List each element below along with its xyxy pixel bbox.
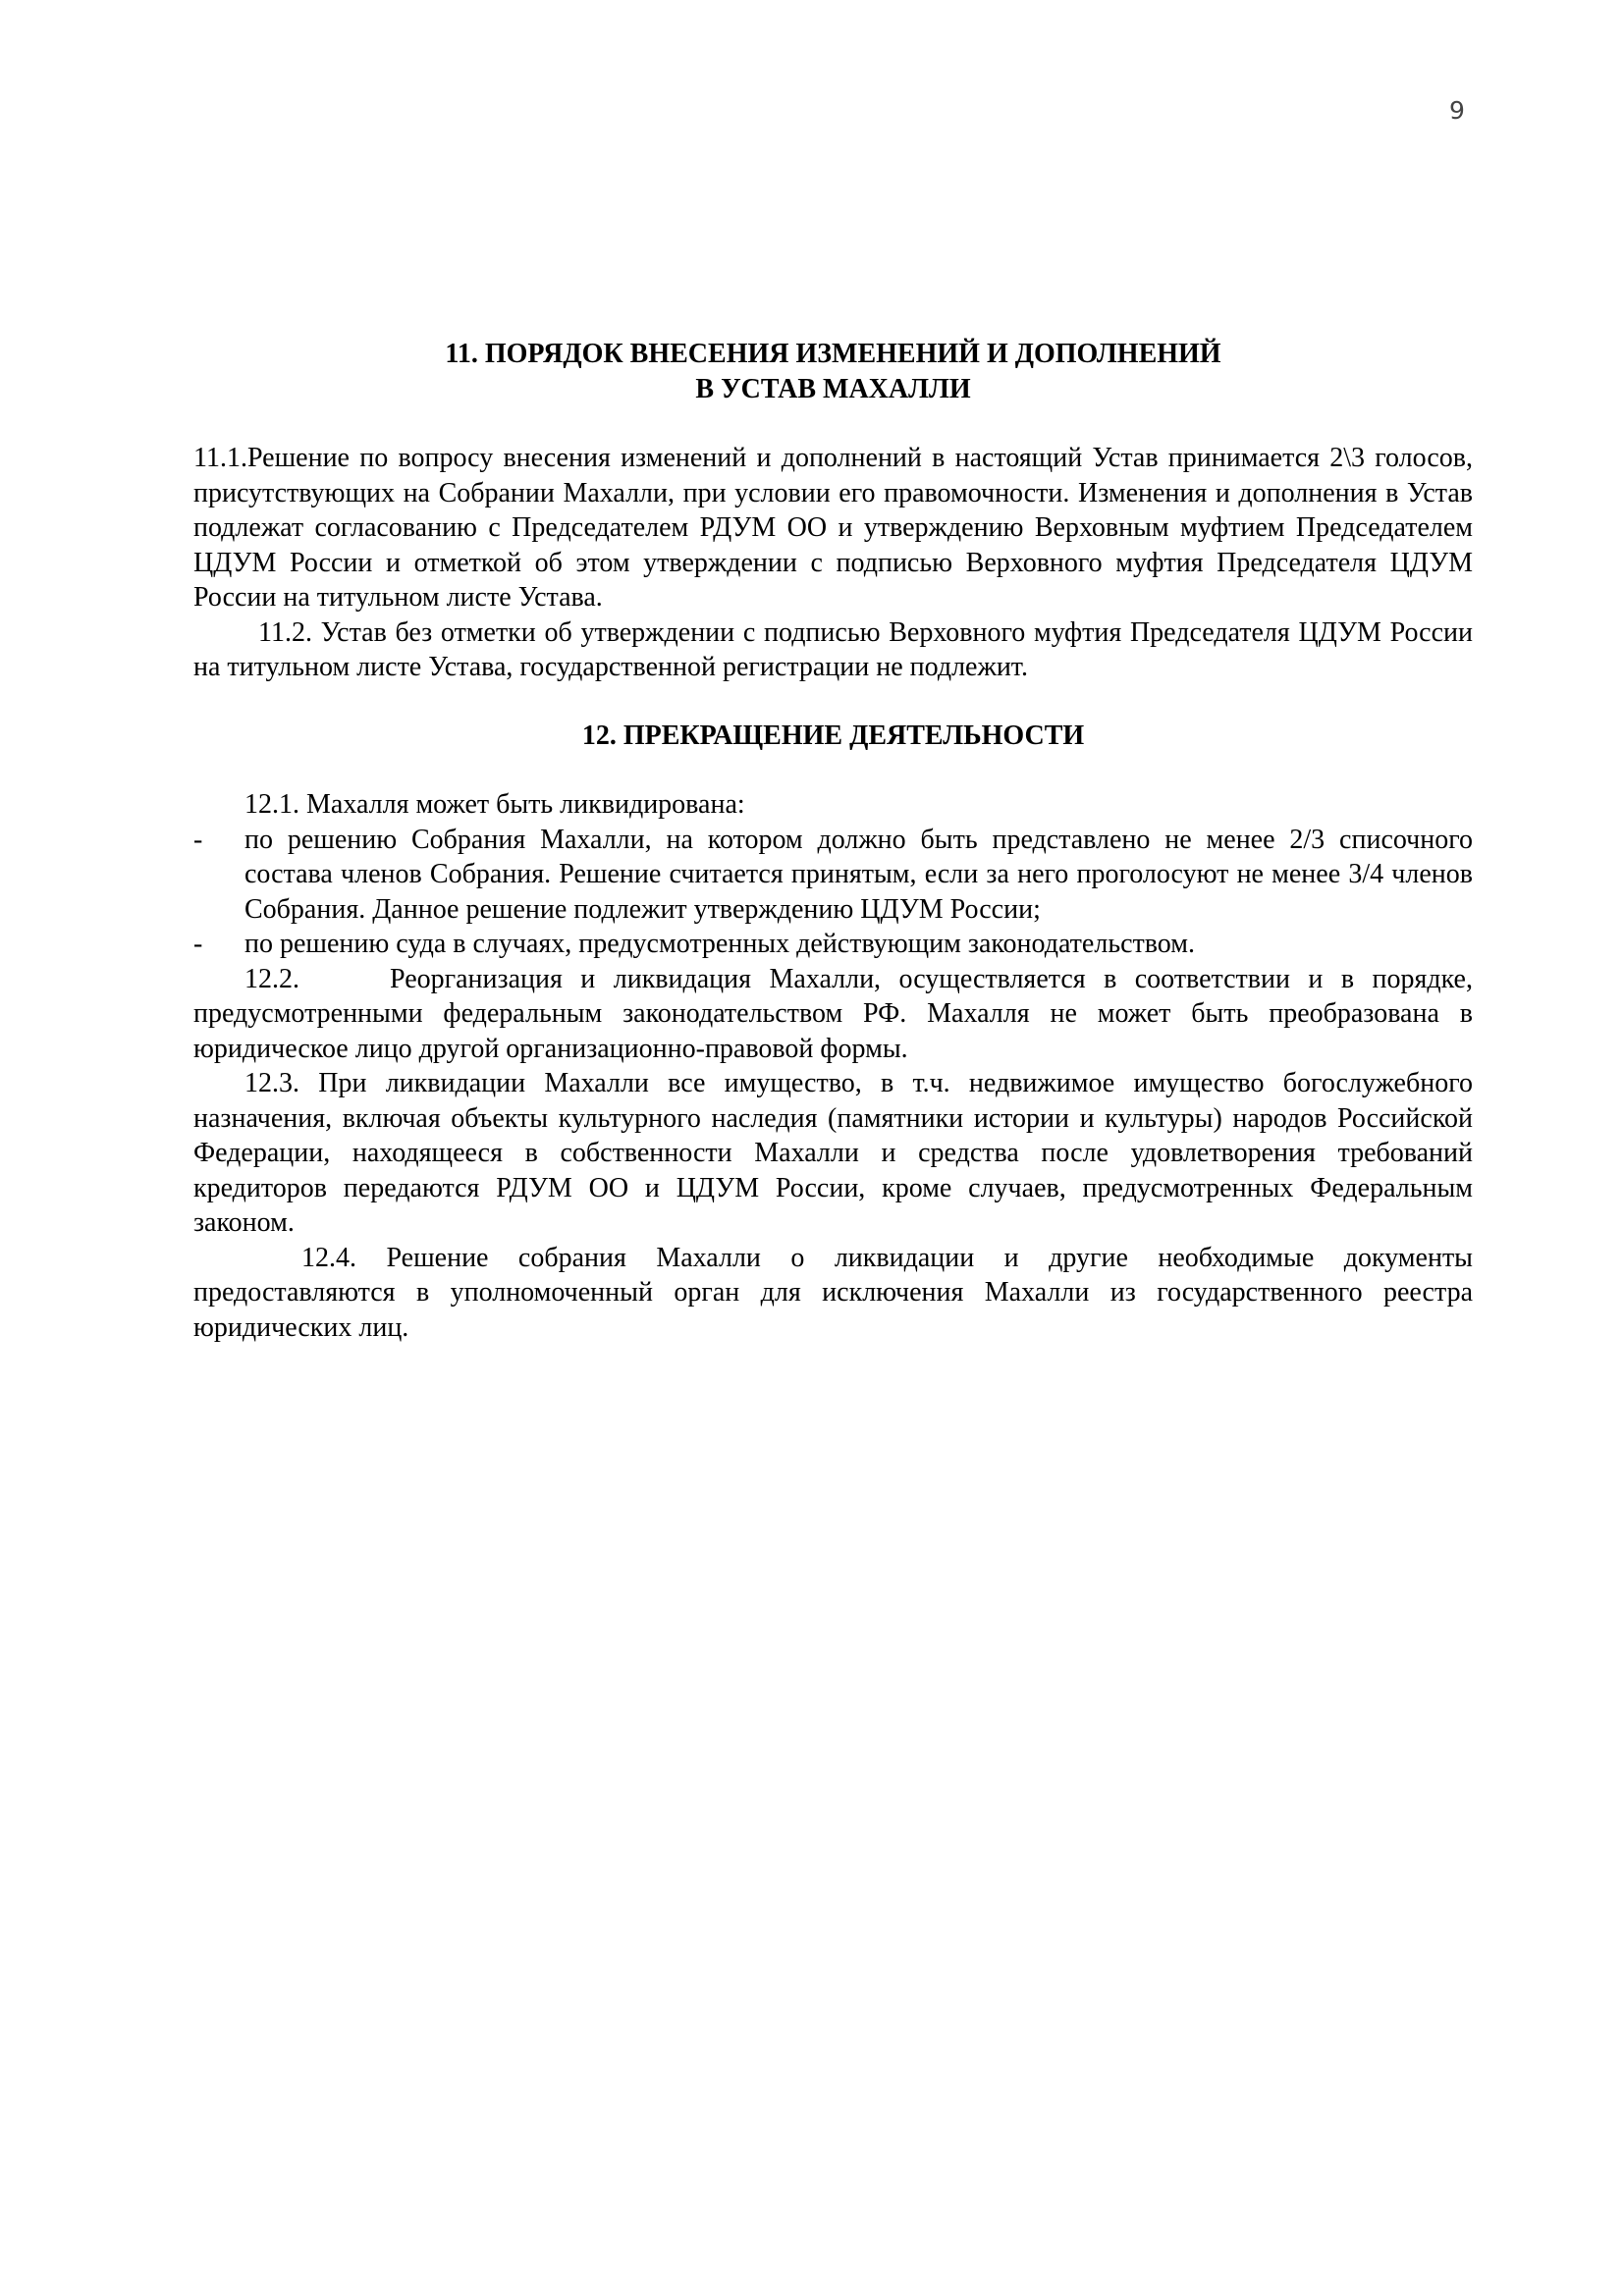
section-12 (193, 719, 1473, 1346)
paragraph-11-2: 11.2. Устав без отметки об утверждении с подписью Верховного муфтия Председателя ЦДУМ России на титульном листе Устава, государственной регистрации не подлежит. (193, 616, 1473, 682)
list-item (193, 823, 1473, 928)
paragraph-12-2 (193, 962, 1473, 1067)
list-item-text: по решению Собрания Махалли, на котором должно быть представлено не менее 2/3 списочного состава членов Собрания. Решение считается принятым, если за него проголосуют не менее 3/4 членов Собрания. Данное решение подлежит утверждению ЦДУМ России; (244, 824, 1473, 925)
paragraph-12-2-number: 12.2. (244, 963, 299, 994)
list-dash: - (193, 929, 203, 959)
paragraph-11-1: 11.1.Решение по вопросу внесения изменений и дополнений в настоящий Устав принимается 2\3 голосов, присутствующих на Собрании Махалли, при условии его правомочности. Изменения и дополнения в Устав подлежат согласованию с Председателем РДУМ ОО и утверждению Верховным муфтием Председателем ЦДУМ России и отметкой об этом утверждении с подписью Верховного муфтия Председателя ЦДУМ России на титульном листе Устава. (193, 443, 1473, 613)
section-11-title-line-2: В УСТАВ МАХАЛЛИ (695, 373, 971, 404)
list-dash: - (193, 824, 203, 855)
paragraph-12-2-text: Реорганизация и ликвидация Махалли, осуществляется в соответствии и в порядке, предусмотренными федеральным законодательством РФ. Махалля не может быть преобразована в юридическое лицо другой организационно-правовой формы. (193, 963, 1473, 1064)
section-12-title: 12. ПРЕКРАЩЕНИЕ ДЕЯТЕЛЬНОСТИ (581, 720, 1085, 751)
paragraph-12-3: 12.3. При ликвидации Махалли все имущество, в т.ч. недвижимое имущество богослужебного назначения, включая объекты культурного наследия (памятники истории и культуры) народов Российской Федерации, находящееся в собственности Махалли и средства после удовлетворения требований кредиторов передаются РДУМ ОО и ЦДУМ России, кроме случаев, предусмотренных Федеральным законом. (193, 1068, 1473, 1238)
list-item (193, 927, 1473, 962)
list-item-text: по решению суда в случаях, предусмотренных действующим законодательством. (244, 929, 1195, 959)
section-11 (193, 337, 1473, 685)
paragraph-12-4: 12.4. Решение собрания Махалли о ликвидации и другие необходимые документы предоставляются в уполномоченный орган для исключения Махалли из государственного реестра юридических лиц. (193, 1242, 1473, 1343)
paragraph-12-1-intro: 12.1. Махалля может быть ликвидирована: (244, 789, 745, 820)
section-11-title-line-1: 11. ПОРЯДОК ВНЕСЕНИЯ ИЗМЕНЕНИЙ И ДОПОЛНЕНИЙ (445, 339, 1221, 369)
page-number: 9 (1449, 96, 1465, 125)
document-body (193, 337, 1473, 1345)
